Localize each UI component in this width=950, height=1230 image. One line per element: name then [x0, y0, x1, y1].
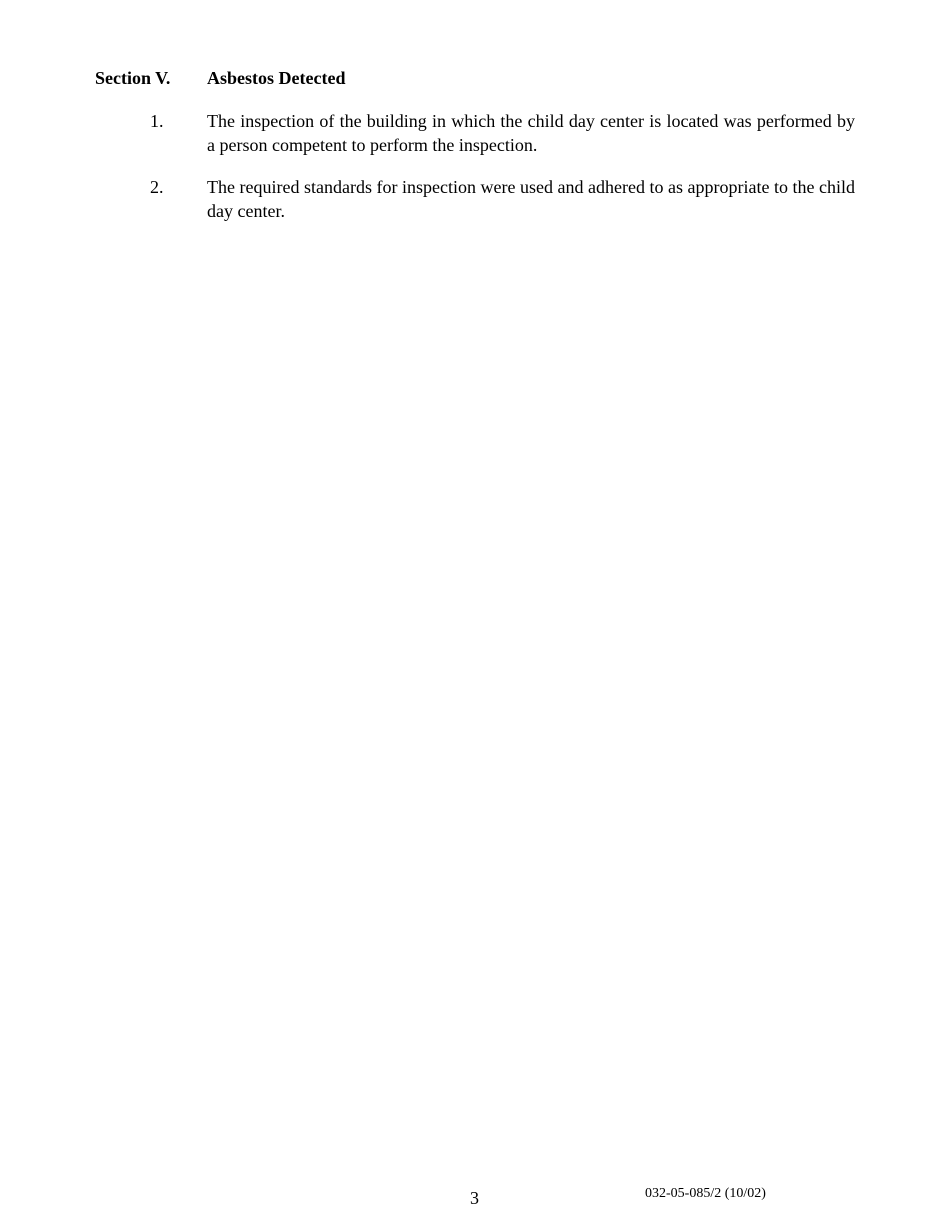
- list-item-number: 1.: [150, 111, 164, 131]
- section-title: Asbestos Detected: [207, 68, 346, 88]
- list-item-text: The inspection of the building in which the child day center is located was performed by a person competent to perform the inspection.: [207, 111, 855, 155]
- page-number: 3: [470, 1188, 479, 1208]
- form-code: 032-05-085/2 (10/02): [645, 1186, 766, 1201]
- list-item: [150, 109, 855, 157]
- list-item: [150, 175, 855, 223]
- section-number: Section V.: [95, 68, 171, 88]
- list-item-number: 2.: [150, 177, 164, 197]
- list-item-text: The required standards for inspection were used and adhered to as appropriate to the child day center.: [207, 177, 855, 221]
